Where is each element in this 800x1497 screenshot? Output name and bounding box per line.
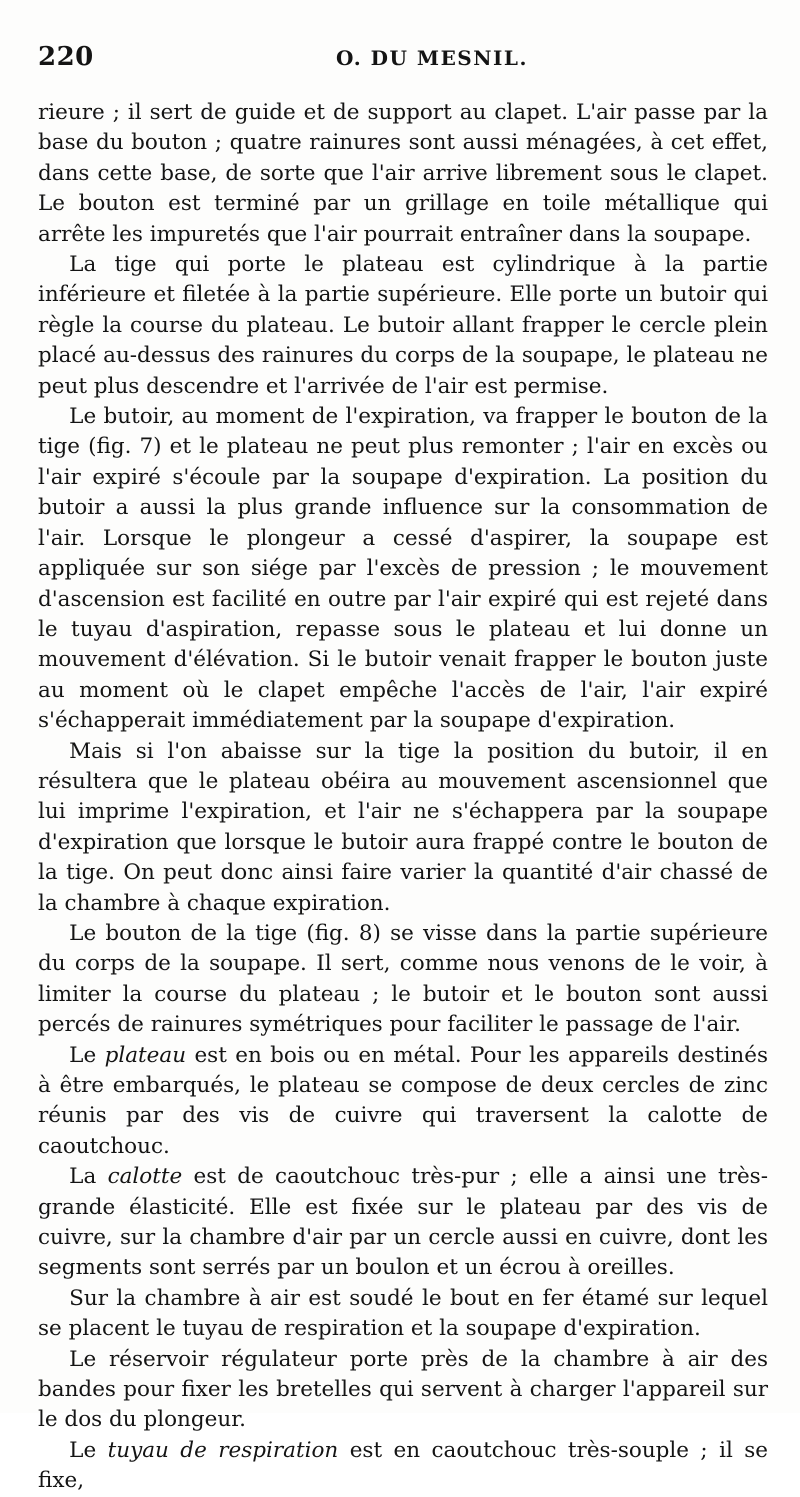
paragraph-text: Le: [69, 1042, 105, 1068]
paragraph-10: [38, 1436, 768, 1497]
body-text: [38, 98, 768, 1497]
paragraph-7: [38, 1162, 768, 1284]
italic-term: plateau: [104, 1042, 187, 1068]
paragraph-text: Le bouton de la tige (fig. 8) se visse dans la partie supérieure du corps de la soupape. Il sert, comme nous venons de le voir, à limiter la course du plateau ; le butoir et le bouton sont aussi percés de rainures symétriques pour faciliter le passage de l'air.: [38, 920, 768, 1038]
paragraph-2: [38, 250, 768, 402]
paragraph-8: [38, 1284, 768, 1345]
paragraph-9: [38, 1345, 768, 1436]
paragraph-text: Mais si l'on abaisse sur la tige la position du butoir, il en résultera que le plateau obéira au mouvement ascensionnel que lui imprime l'expiration, et l'air ne s'échappera par la soupape d'expiration que lorsque le butoir aura frappé contre le bouton de la tige. On peut donc ainsi faire varier la quantité d'air chassé de la chambre à chaque expiration.: [38, 738, 768, 916]
paragraph-text: Le: [69, 1437, 108, 1463]
paragraph-text: Le butoir, au moment de l'expiration, va frapper le bouton de la tige (fig. 7) et le plateau ne peut plus remonter ; l'air en excès ou l'air expiré s'écoule par la soupape d'expiration. La position du butoir a aussi la plus grande influence sur la consommation de l'air. Lorsque le plongeur a cessé d'aspirer, la soupape est appliquée sur son siége par l'excès de pression ; le mouvement d'ascension est facilité en outre par l'air expiré qui est rejeté dans le tuyau d'aspiration, repasse sous le plateau et lui donne un mouvement d'élévation. Si le butoir venait frapper le bouton juste au moment où le clapet empêche l'accès de l'air, l'air expiré s'échapperait immédiatement par la soupape d'expiration.: [38, 404, 768, 734]
paragraph-3: [38, 402, 768, 736]
paragraph-4: [38, 737, 768, 919]
italic-term: tuyau de respiration: [107, 1437, 339, 1463]
paragraph-text: est de caoutchouc très-pur ; elle a ainsi une très-grande élasticité. Elle est fixée sur le plateau par des vis de cuivre, sur la chambre d'air par un cercle aussi en cuivre, dont les segments sont serrés par un boulon et un écrou à oreilles.: [38, 1164, 768, 1281]
page-number: 220: [38, 42, 94, 72]
paragraph-text: est en caoutchouc très-souple ; il se fixe,: [38, 1437, 769, 1494]
paragraph-text: est en bois ou en métal. Pour les appareils destinés à être embarqués, le plateau se compose de deux cercles de zinc réunis par des vis de cuivre qui traversent la calotte de caoutchouc.: [38, 1042, 768, 1159]
paragraph-6: [38, 1041, 768, 1163]
paragraph-text: Sur la chambre à air est soudé le bout en fer étamé sur lequel se placent le tuyau de respiration et la soupape d'expiration.: [38, 1285, 768, 1342]
paragraph-text: La: [69, 1164, 108, 1190]
paragraph-text: Le réservoir régulateur porte près de la chambre à air des bandes pour fixer les bretelles qui servent à charger l'appareil sur le dos du plongeur.: [38, 1346, 768, 1433]
paragraph-text: La tige qui porte le plateau est cylindrique à la partie inférieure et filetée à la partie supérieure. Elle porte un butoir qui règle la course du plateau. Le butoir allant frapper le cercle plein placé au-dessus des rainures du corps de la soupape, le plateau ne peut plus descendre et l'arrivée de l'air est permise.: [38, 252, 768, 399]
paragraph-1: [38, 98, 768, 250]
paragraph-5: [38, 919, 768, 1041]
running-head: [38, 42, 768, 86]
running-title: O. DU MESNIL.: [336, 46, 528, 70]
italic-term: calotte: [107, 1164, 183, 1190]
paragraph-text: rieure ; il sert de guide et de support au clapet. L'air passe par la base du bouton ; quatre rainures sont aussi ménagées, à cet effet, dans cette base, de sorte que l'air arrive librement sous le clapet. Le bouton est terminé par un grillage en toile métallique qui arrête les impuretés que l'air pourrait entraîner dans la soupape.: [38, 100, 768, 247]
